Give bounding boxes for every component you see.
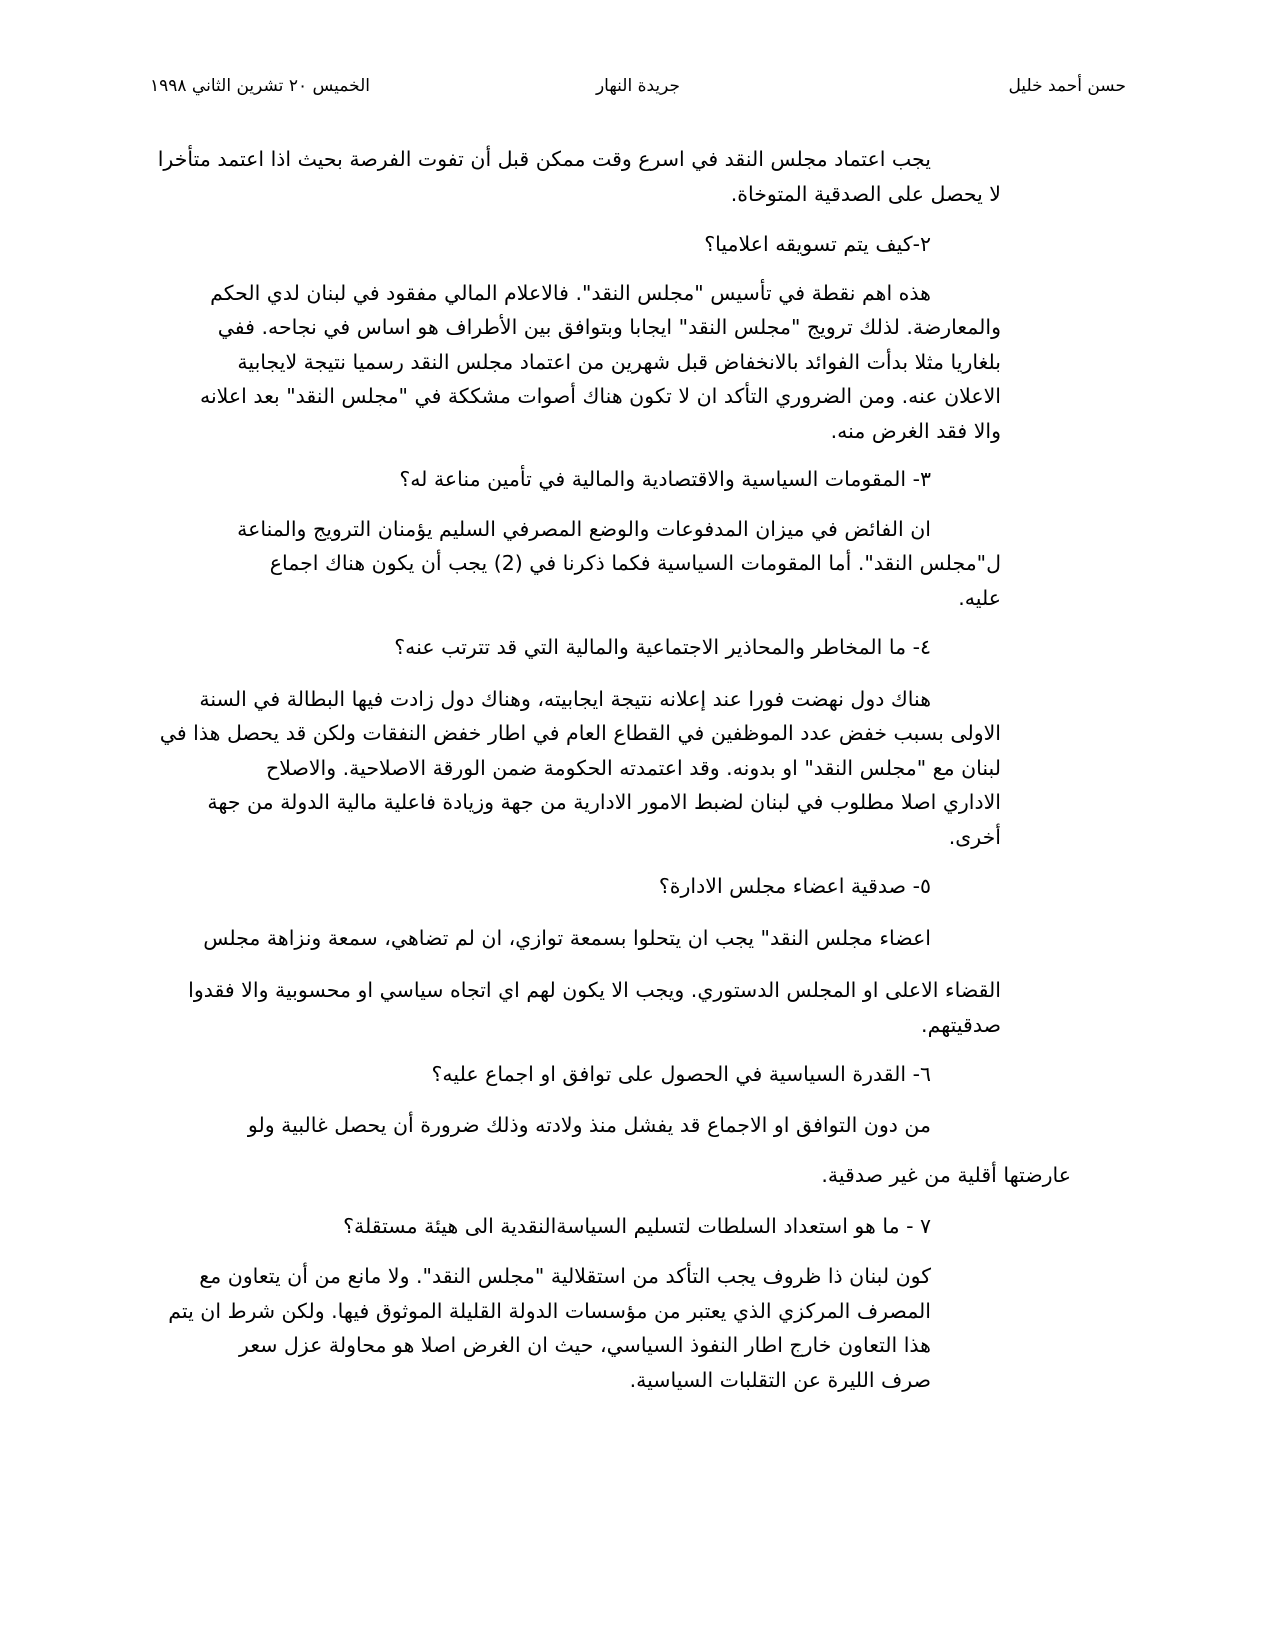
answer-2-line-5: والا فقد الغرض منه. [830, 418, 1001, 443]
header-date: الخميس ٢٠ تشرين الثاني ١٩٩٨ [150, 76, 370, 96]
answer-6-line-1: من دون التوافق او الاجماع قد يفشل منذ ولادته وذلك ضرورة أن يحصل غالبية ولو [247, 1113, 931, 1137]
intro-paragraph [158, 142, 931, 177]
answer-5-line-3: صدقيتهم. [921, 1012, 1001, 1037]
answer-4-rest [160, 716, 1001, 854]
answer-6-line-2: عارضتها أقلية من غير صدقية. [821, 1163, 1071, 1187]
answer-5-first [203, 921, 931, 956]
answer-2-line-2: والمعارضة. لذلك ترويج "مجلس النقد" ايجابا وبتوافق بين الأطراف هو اساس في نجاحه. ففي [217, 315, 1001, 339]
answer-3-first [237, 512, 931, 547]
answer-5-line-2: القضاء الاعلى او المجلس الدستوري. ويجب الا يكون لهم اي اتجاه سياسي او محسوبية والا فقدوا [188, 978, 1001, 1002]
answer-4-line-1: هناك دول نهضت فورا عند إعلانه نتيجة ايجابيته، وهناك دول زادت فيها البطالة في السنة [199, 687, 931, 711]
answer-3-line-2: ل"مجلس النقد". أما المقومات السياسية فكما ذكرنا في (2) يجب أن يكون هناك اجماع [269, 551, 1001, 575]
answer-7-line-4: صرف الليرة عن التقلبات السياسية. [629, 1367, 931, 1392]
answer-6-rest [821, 1158, 1071, 1193]
answer-2-line-1: هذه اهم نقطة في تأسيس "مجلس النقد". فالاعلام المالي مفقود في لبنان لدي الحكم [210, 281, 931, 305]
answer-5-line-1: اعضاء مجلس النقد" يجب ان يتحلوا بسمعة توازي، ان لم تضاهي، سمعة ونزاهة مجلس [203, 926, 931, 950]
answer-4-first [199, 682, 931, 717]
answer-4-line-4: الاداري اصلا مطلوب في لبنان لضبط الامور الادارية من جهة وزيادة فاعلية مالية الدولة من جهة [207, 790, 1001, 814]
answer-7-line-2: المصرف المركزي الذي يعتبر من مؤسسات الدولة القليلة الموثوق فيها. ولكن شرط ان يتم [168, 1298, 931, 1323]
page-header [0, 76, 1276, 104]
intro-line-2: لا يحصل على الصدقية المتوخاة. [730, 182, 1001, 206]
header-author: حسن أحمد خليل [1008, 76, 1126, 96]
answer-3-line-1: ان الفائض في ميزان المدفوعات والوضع المصرفي السليم يؤمنان الترويج والمناعة [237, 517, 931, 541]
answer-3-line-3: عليه. [958, 585, 1001, 610]
answer-5-rest [188, 973, 1001, 1042]
answer-3-rest [270, 546, 1001, 615]
answer-7-line-1: كون لبنان ذا ظروف يجب التأكد من استقلالية "مجلس النقد". ولا مانع من أن يتعاون مع [199, 1264, 931, 1288]
question-3: ٣- المقومات السياسية والاقتصادية والمالية في تأمين مناعة له؟ [399, 467, 931, 491]
answer-2-line-3: بلغاريا مثلا بدأت الفوائد بالانخفاض قبل شهرين من اعتماد مجلس النقد رسميا نتيجة لايجابية [237, 349, 1001, 374]
answer-4-line-5: أخرى. [948, 824, 1001, 849]
answer-2-line-4: الاعلان عنه. ومن الضروري التأكد ان لا تكون هناك أصوات مشككة في "مجلس النقد" بعد اعلانه [199, 384, 1001, 408]
answer-7-line-3: هذا التعاون خارج اطار النفوذ السياسي، حيث ان الغرض اصلا هو محاولة عزل سعر [239, 1333, 931, 1357]
header-newspaper: جريدة النهار [595, 76, 681, 96]
answer-6-first [248, 1108, 931, 1143]
answer-2-first [210, 276, 931, 311]
question-2: ٢-كيف يتم تسويقه اعلاميا؟ [704, 232, 931, 256]
question-7: ٧ - ما هو استعداد السلطات لتسليم السياسةالنقدية الى هيئة مستقلة؟ [343, 1214, 931, 1238]
intro-line-1: يجب اعتماد مجلس النقد في اسرع وقت ممكن قبل أن تفوت الفرصة بحيث اذا اعتمد متأخرا [157, 147, 931, 171]
answer-2-rest [200, 310, 1001, 448]
answer-7 [168, 1259, 931, 1397]
question-6: ٦- القدرة السياسية في الحصول على توافق او اجماع عليه؟ [431, 1062, 931, 1086]
intro-paragraph-cont [731, 177, 1001, 212]
question-4: ٤- ما المخاطر والمحاذير الاجتماعية والمالية التي قد تترتب عنه؟ [394, 635, 931, 659]
answer-4-line-2: الاولى بسبب خفض عدد الموظفين في القطاع العام في اطار خفض النفقات ولكن قد يحصل هذا في [159, 721, 1001, 745]
question-5: ٥- صدقية اعضاء مجلس الادارة؟ [658, 874, 931, 898]
answer-4-line-3: لبنان مع "مجلس النقد" او بدونه. وقد اعتمدته الحكومة ضمن الورقة الاصلاحية. والاصلاح [265, 755, 1001, 780]
